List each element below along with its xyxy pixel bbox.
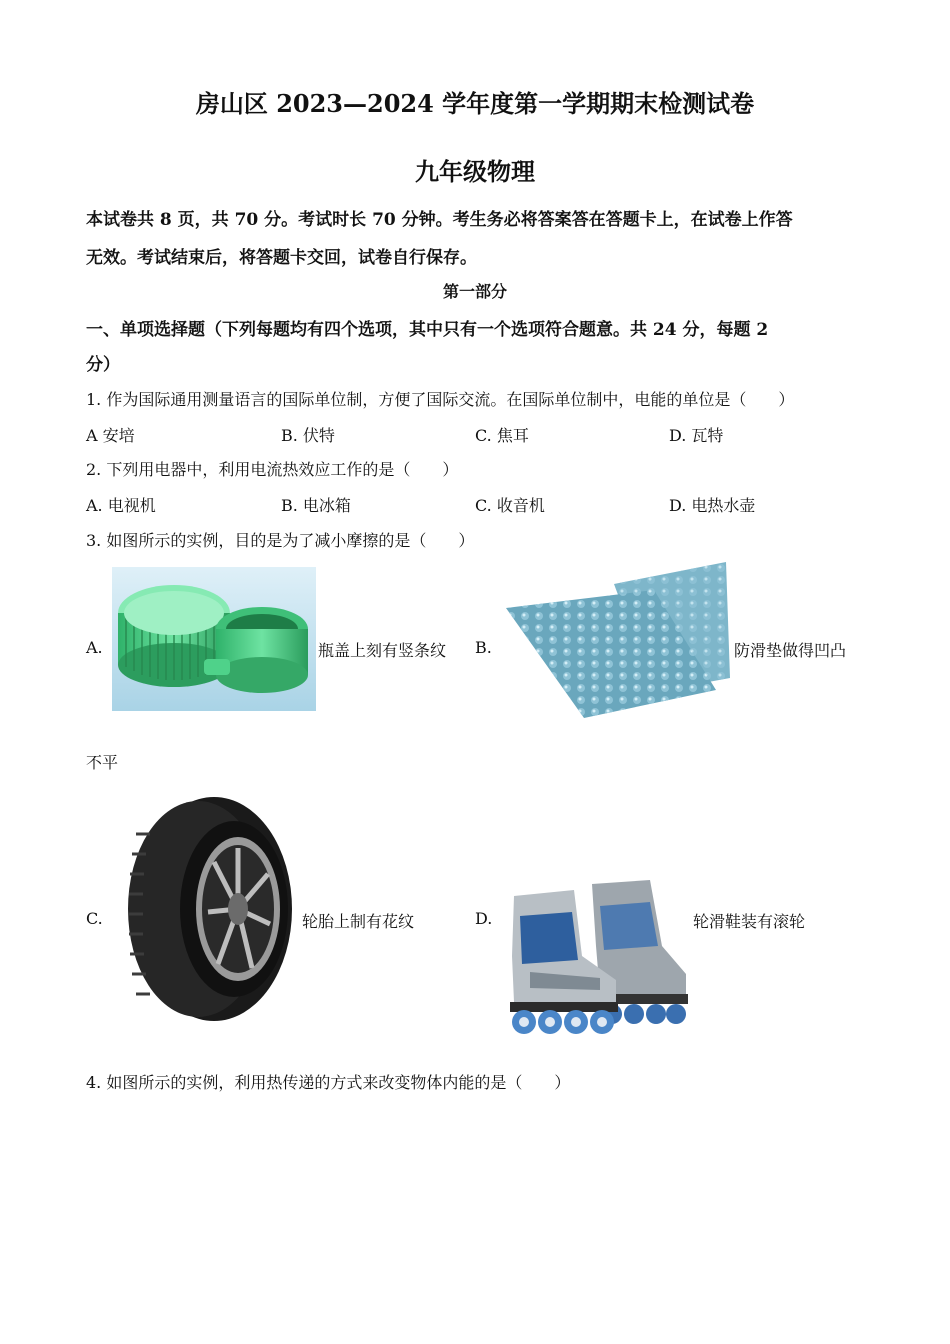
part-title: 第一部分: [442, 282, 507, 301]
anti-slip-mat-icon: [504, 562, 732, 718]
question-3-option-c-letter: C.: [86, 909, 103, 928]
exam-title: 房山区 2023—2024 学年度第一学期期末检测试卷: [195, 89, 755, 118]
question-1-option-c: C. 焦耳: [475, 426, 529, 445]
instructions-line1: 本试卷共 8 页，共 70 分。考试时长 70 分钟。考生务必将答案答在答题卡上，在试卷上作答: [86, 210, 793, 230]
question-2-option-b: B. 电冰箱: [281, 496, 351, 515]
roller-skates-icon: [500, 876, 692, 1036]
bottle-caps-icon: [112, 567, 316, 711]
question-3-stem: 3. 如图所示的实例，目的是为了减小摩擦的是（ ）: [86, 531, 475, 550]
question-1-stem: 1. 作为国际通用测量语言的国际单位制，方便了国际交流。在国际单位制中，电能的单位是（ ）: [86, 390, 795, 409]
question-3-option-b-continuation: 不平: [86, 753, 119, 772]
tire-icon: [122, 794, 294, 1024]
question-3-option-d-letter: D.: [475, 909, 493, 928]
question-2-option-a: A. 电视机: [86, 496, 156, 515]
question-4-stem: 4. 如图所示的实例，利用热传递的方式来改变物体内能的是（ ）: [86, 1073, 571, 1092]
exam-subtitle: 九年级物理: [415, 157, 535, 186]
instructions-line2: 无效。考试结束后，将答题卡交回，试卷自行保存。: [86, 248, 477, 268]
question-3-option-d-text: 轮滑鞋装有滚轮: [693, 912, 806, 931]
question-1-option-d: D. 瓦特: [669, 426, 724, 445]
question-3-option-c-text: 轮胎上制有花纹: [302, 912, 415, 931]
question-2-stem: 2. 下列用电器中，利用电流热效应工作的是（ ）: [86, 460, 459, 479]
question-3-option-a-text: 瓶盖上刻有竖条纹: [318, 641, 447, 660]
question-2-option-d: D. 电热水壶: [669, 496, 756, 515]
question-1-option-a: A 安培: [86, 426, 135, 445]
section-heading-line1: 一、单项选择题（下列每题均有四个选项，其中只有一个选项符合题意。共 24 分，每题 2: [86, 320, 769, 340]
question-2-option-c: C. 收音机: [475, 496, 545, 515]
section-heading-line2: 分）: [86, 355, 120, 375]
question-3-option-b-text: 防滑垫做得凹凸: [734, 641, 847, 660]
question-3-option-a-letter: A.: [86, 638, 103, 657]
question-3-option-b-letter: B.: [475, 638, 492, 657]
question-1-option-b: B. 伏特: [281, 426, 335, 445]
